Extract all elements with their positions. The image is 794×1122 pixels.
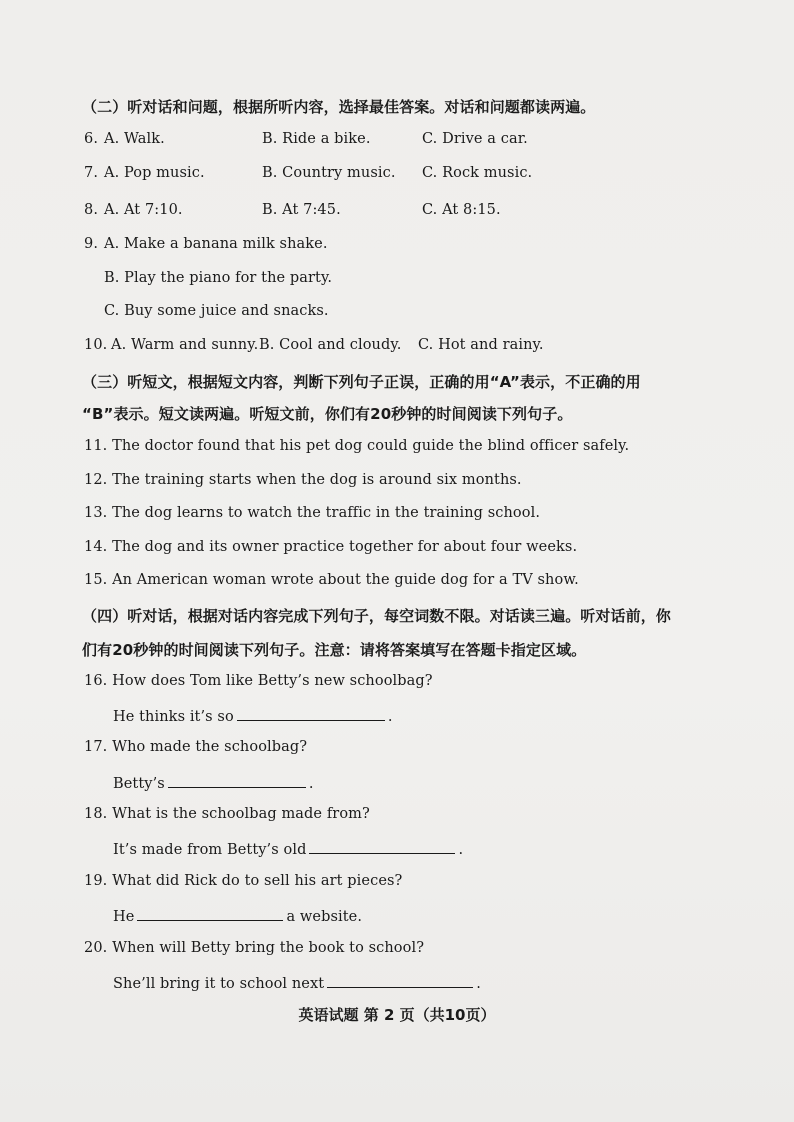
statement-12: 12. The training starts when the dog is around six months. — [84, 472, 522, 488]
section-4-instruction-line-1: （四）听对话，根据对话内容完成下列句子，每空词数不限。对话读三遍。听对话前，你 — [82, 607, 671, 625]
option-b: B. Ride a bike. — [262, 131, 371, 147]
question-number: 7. — [84, 165, 99, 181]
question-18: 18. What is the schoolbag made from? — [84, 806, 370, 822]
question-17: 17. Who made the schoolbag? — [84, 739, 308, 755]
answer-suffix: . — [458, 842, 464, 858]
question-7 — [84, 165, 533, 181]
answer-18 — [113, 839, 463, 858]
answer-blank[interactable] — [137, 906, 283, 921]
section-3-instruction-line-1: （三）听短文，根据短文内容，判断下列句子正误，正确的用“A”表示，不正确的用 — [82, 373, 641, 391]
option-a: A. Make a banana milk shake. — [104, 236, 328, 252]
option-b: B. Cool and cloudy. — [259, 337, 402, 353]
question-number: 6. — [84, 131, 99, 147]
answer-blank[interactable] — [309, 839, 455, 854]
question-9-option-b: B. Play the piano for the party. — [104, 270, 333, 286]
option-b: B. Country music. — [262, 165, 396, 181]
question-number: 9. — [84, 236, 99, 252]
answer-suffix: . — [308, 776, 314, 792]
option-c: C. Rock music. — [422, 165, 533, 181]
answer-suffix: . — [476, 976, 481, 992]
statement-11: 11. The doctor found that his pet dog could guide the blind officer safely. — [84, 438, 630, 454]
answer-prefix: Betty’s — [113, 776, 165, 792]
answer-blank[interactable] — [237, 706, 385, 721]
answer-19 — [113, 906, 362, 925]
section-4-instruction-line-2: 们有20秒钟的时间阅读下列句子。注意：请将答案填写在答题卡指定区域。 — [82, 641, 587, 659]
answer-prefix: She’ll bring it to school next — [113, 976, 325, 992]
option-c: C. Hot and rainy. — [418, 337, 544, 353]
option-a: A. Pop music. — [104, 165, 205, 181]
option-b: B. At 7:45. — [262, 202, 341, 218]
answer-suffix: a website. — [286, 909, 363, 925]
question-19: 19. What did Rick do to sell his art pieces? — [84, 873, 403, 889]
answer-prefix: He thinks it’s so — [113, 709, 234, 725]
option-a: A. Walk. — [104, 131, 165, 147]
answer-20 — [113, 973, 481, 992]
option-a: A. At 7:10. — [104, 202, 183, 218]
section-3-instruction-line-2: “B”表示。短文读两遍。听短文前，你们有20秒钟的时间阅读下列句子。 — [82, 405, 573, 423]
question-number: 8. — [84, 202, 99, 218]
answer-suffix: . — [387, 709, 393, 725]
question-number: 10. — [84, 337, 108, 353]
question-10 — [84, 337, 544, 353]
option-c: C. Drive a car. — [422, 131, 528, 147]
answer-17 — [113, 773, 314, 792]
question-16: 16. How does Tom like Betty’s new schoolbag? — [84, 673, 433, 689]
question-6 — [84, 131, 528, 147]
statement-13: 13. The dog learns to watch the traffic in the training school. — [84, 505, 541, 521]
page-footer: 英语试题 第 2 页（共10页） — [298, 1006, 496, 1024]
answer-prefix: It’s made from Betty’s old — [113, 842, 307, 858]
answer-blank[interactable] — [168, 773, 306, 788]
question-20: 20. When will Betty bring the book to school? — [84, 940, 425, 956]
answer-16 — [113, 706, 393, 725]
option-c: C. At 8:15. — [422, 202, 501, 218]
option-a: A. Warm and sunny. — [111, 337, 259, 353]
question-9 — [84, 236, 328, 252]
section-2-instruction: （二）听对话和问题，根据所听内容，选择最佳答案。对话和问题都读两遍。 — [82, 98, 596, 116]
statement-15: 15. An American woman wrote about the guide dog for a TV show. — [84, 572, 579, 588]
answer-blank[interactable] — [327, 973, 473, 988]
question-9-option-c: C. Buy some juice and snacks. — [104, 303, 329, 319]
answer-prefix: He — [113, 909, 135, 925]
question-8 — [84, 202, 501, 218]
statement-14: 14. The dog and its owner practice together for about four weeks. — [84, 539, 578, 555]
